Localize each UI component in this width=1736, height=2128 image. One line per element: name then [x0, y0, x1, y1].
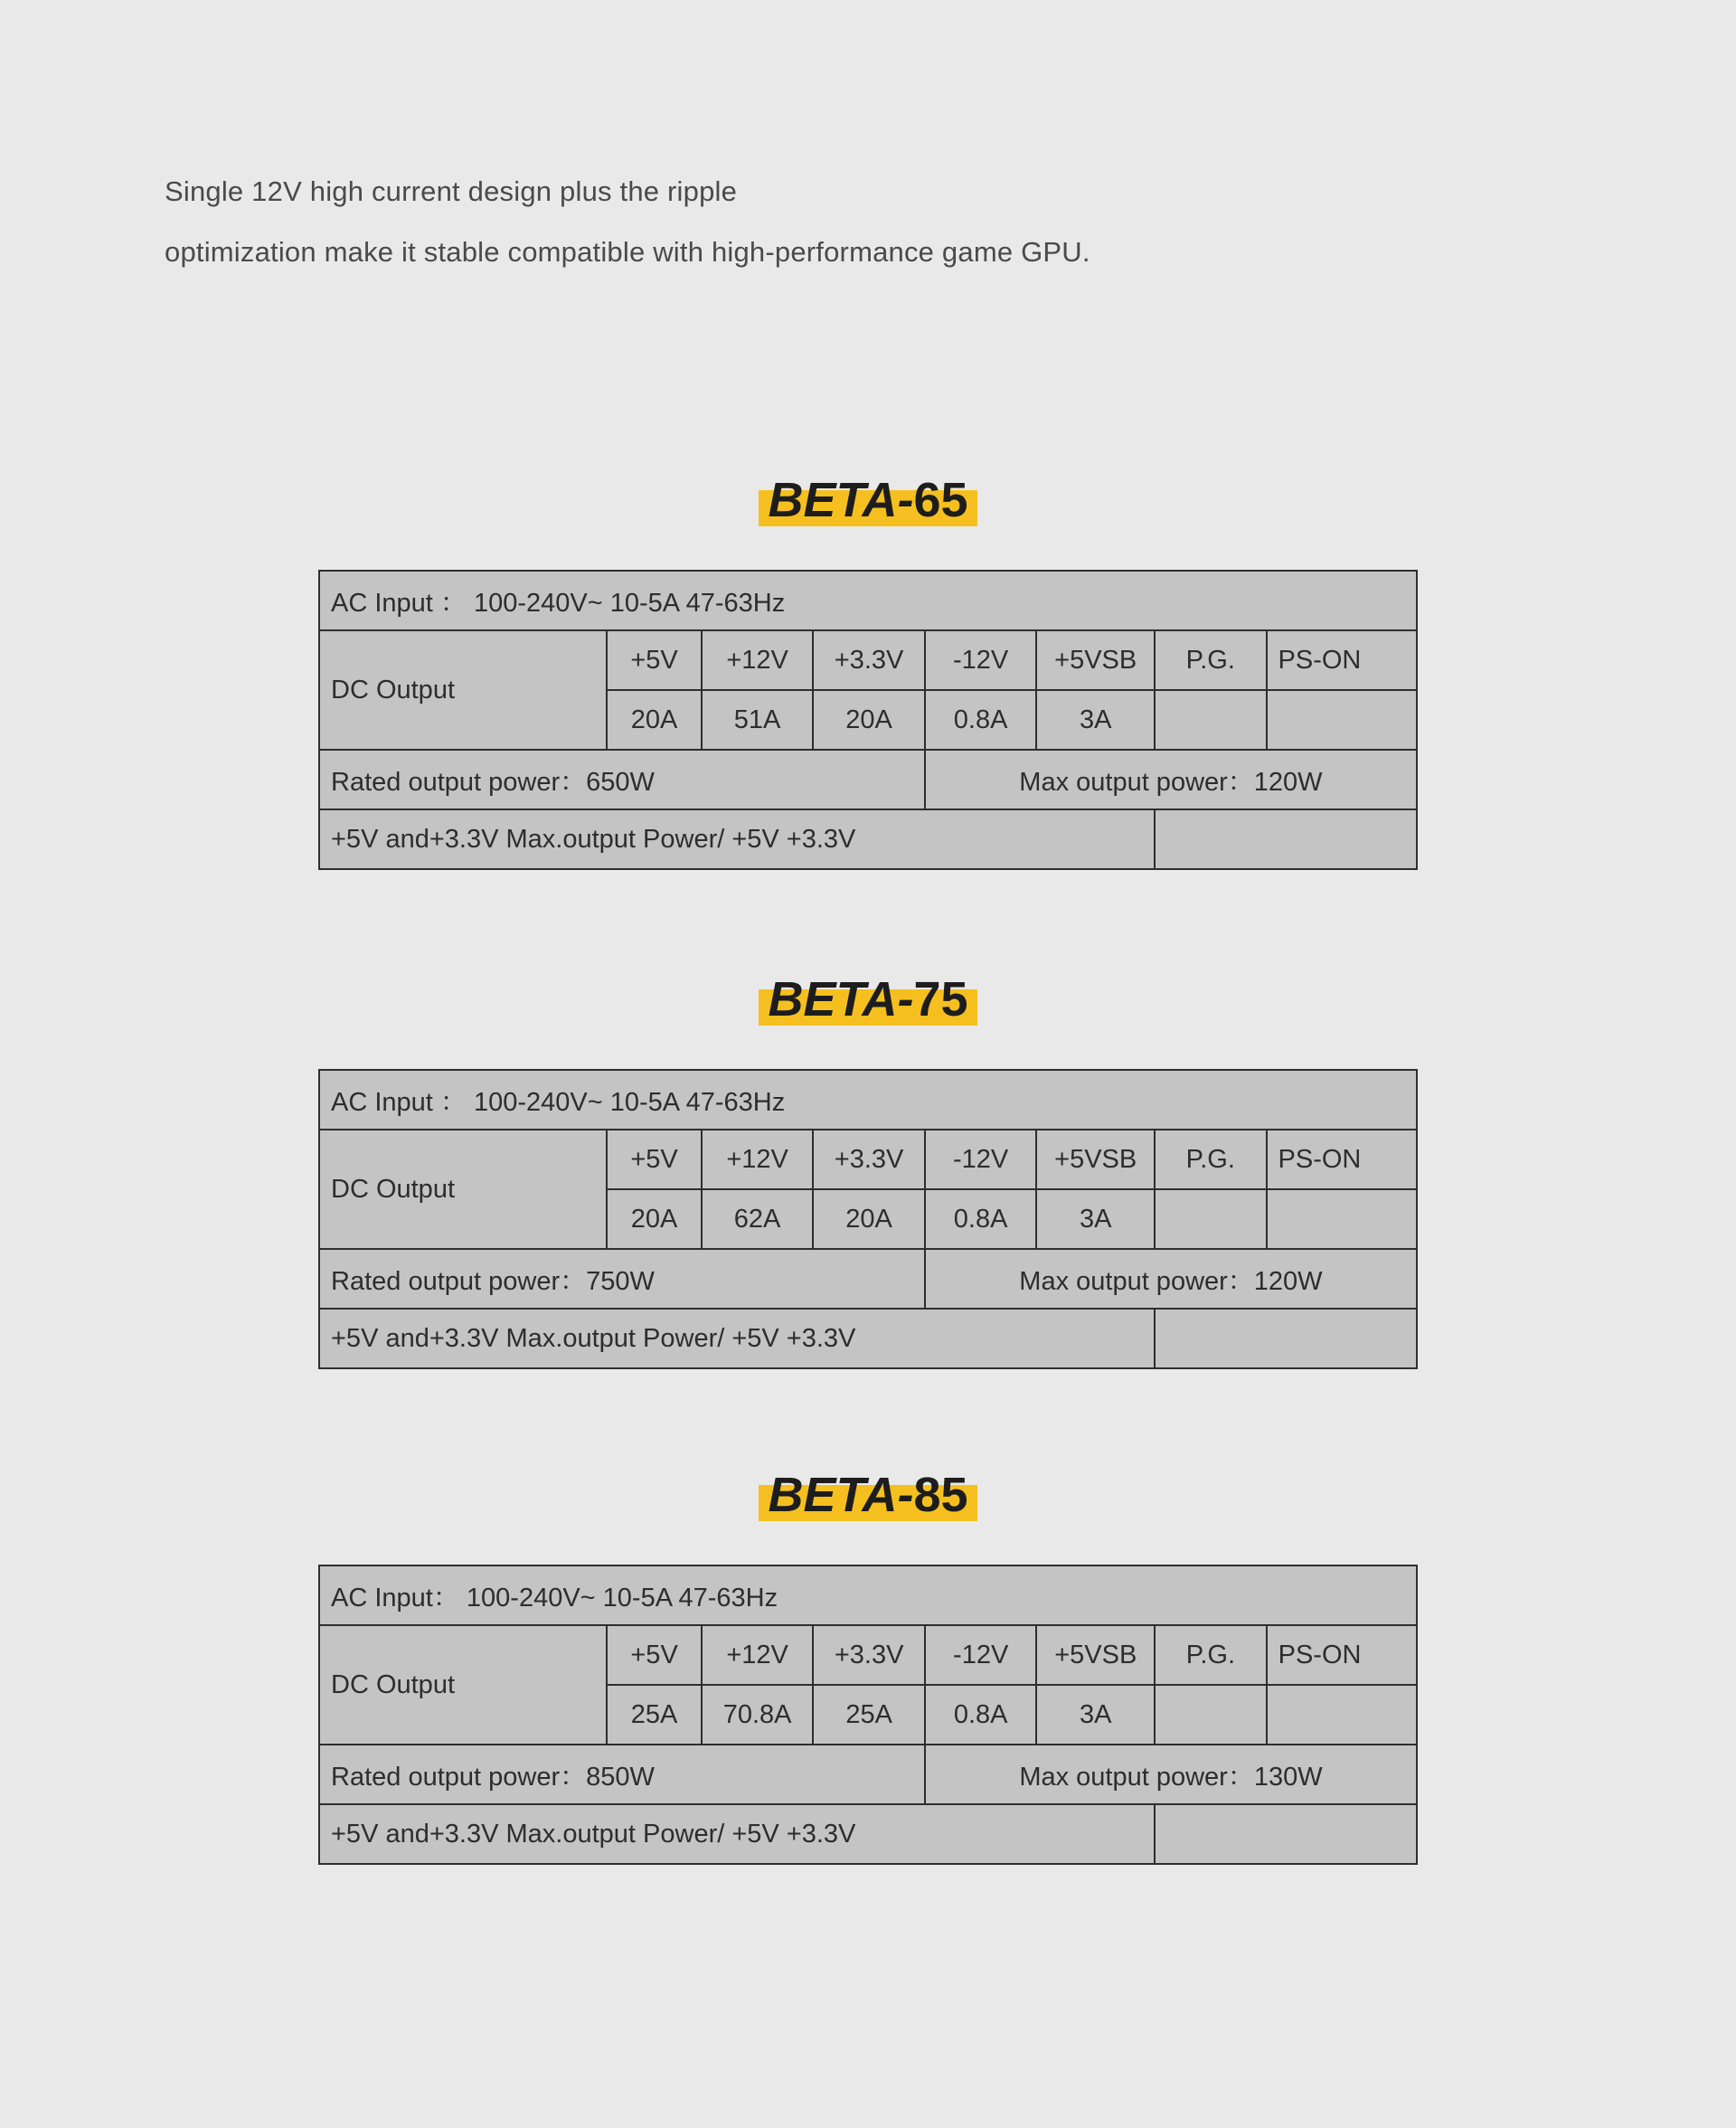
rail-header-cell: +5VSB [1036, 1625, 1155, 1685]
ac-input-label: AC Input ： [331, 588, 467, 618]
max-output-power-cell: Max output power：130W [925, 1745, 1417, 1804]
rail-value-cell: 0.8A [925, 1685, 1037, 1745]
rail-value-cell: 3A [1036, 1685, 1155, 1745]
intro-paragraph [165, 161, 1448, 282]
dc-output-label: DC Output [319, 1130, 607, 1249]
rail-header-cell: PS-ON [1267, 1130, 1417, 1189]
table-row-rail-headers [319, 1625, 1417, 1685]
model-title-wrap-beta-75 [0, 969, 1736, 1056]
ac-input-label: AC Input： [331, 1583, 459, 1613]
dc-output-label: DC Output [319, 630, 607, 750]
rail-value-cell [1155, 1685, 1267, 1745]
model-title-beta-85 [759, 1465, 976, 1528]
max-output-power-cell: Max output power：120W [925, 750, 1417, 809]
spec-block-beta-65 [0, 470, 1736, 870]
model-title-wrap-beta-65 [0, 470, 1736, 557]
rail-value-cell: 25A [607, 1685, 702, 1745]
plus5-3v-note-cell: +5V and+3.3V Max.output Power/ +5V +3.3V [319, 1309, 1155, 1368]
rail-header-cell: +3.3V [813, 630, 925, 690]
title-brand-text: BETA- [768, 473, 914, 527]
ac-input-value: 100-240V~ 10-5A 47-63Hz [473, 1087, 786, 1117]
title-number-text: 65 [913, 473, 968, 527]
rail-header-cell: PS-ON [1267, 630, 1417, 690]
rail-value-cell: 0.8A [925, 1189, 1037, 1249]
rail-header-cell: +3.3V [813, 1625, 925, 1685]
rail-header-cell: +12V [702, 630, 814, 690]
rail-value-cell [1155, 690, 1267, 750]
table-row-power [319, 1745, 1417, 1804]
title-number-text: 85 [913, 1468, 968, 1522]
rail-header-cell: +5V [607, 630, 702, 690]
rail-value-cell: 3A [1036, 1189, 1155, 1249]
max-output-power-cell: Max output power：120W [925, 1249, 1417, 1309]
model-title-wrap-beta-85 [0, 1465, 1736, 1552]
ac-input-cell [319, 571, 1417, 630]
table-row-note [319, 1309, 1417, 1368]
rail-value-cell: 20A [813, 690, 925, 750]
rail-value-cell: 51A [702, 690, 814, 750]
spec-table-wrap-beta-65 [0, 570, 1736, 870]
rated-output-power-cell: Rated output power：850W [319, 1745, 925, 1804]
intro-line-1: Single 12V high current design plus the ripple [165, 175, 738, 207]
rail-value-cell: 70.8A [702, 1685, 814, 1745]
rail-header-cell: +5VSB [1036, 1130, 1155, 1189]
model-title-beta-75 [759, 969, 976, 1033]
table-row-power [319, 750, 1417, 809]
rail-header-cell: P.G. [1155, 1130, 1267, 1189]
rail-value-cell [1155, 1189, 1267, 1249]
table-row-note [319, 809, 1417, 869]
plus5-3v-note-cell: +5V and+3.3V Max.output Power/ +5V +3.3V [319, 1804, 1155, 1864]
title-brand-text: BETA- [768, 1468, 914, 1522]
rail-value-cell [1267, 1685, 1417, 1745]
spec-table-beta-85 [318, 1565, 1418, 1865]
rail-header-cell: -12V [925, 1625, 1037, 1685]
ac-input-label: AC Input ： [331, 1087, 467, 1117]
spec-table-beta-75 [318, 1069, 1418, 1369]
note-blank-cell [1155, 809, 1417, 869]
rail-header-cell: PS-ON [1267, 1625, 1417, 1685]
rail-header-cell: -12V [925, 1130, 1037, 1189]
spec-table-wrap-beta-85 [0, 1565, 1736, 1865]
title-number-text: 75 [913, 972, 968, 1026]
rail-value-cell: 62A [702, 1189, 814, 1249]
table-row-rail-headers [319, 630, 1417, 690]
rail-value-cell [1267, 1189, 1417, 1249]
spec-block-beta-75 [0, 969, 1736, 1369]
spec-block-beta-85 [0, 1465, 1736, 1865]
rated-output-power-cell: Rated output power：650W [319, 750, 925, 809]
rail-header-cell: -12V [925, 630, 1037, 690]
rail-header-cell: P.G. [1155, 1625, 1267, 1685]
table-row-power [319, 1249, 1417, 1309]
rail-value-cell: 20A [813, 1189, 925, 1249]
note-blank-cell [1155, 1804, 1417, 1864]
table-row-ac-input [319, 571, 1417, 630]
table-row-note [319, 1804, 1417, 1864]
note-blank-cell [1155, 1309, 1417, 1368]
rail-header-cell: +12V [702, 1625, 814, 1685]
rail-header-cell: +5V [607, 1625, 702, 1685]
rail-value-cell: 20A [607, 1189, 702, 1249]
rail-header-cell: +5V [607, 1130, 702, 1189]
spec-table-beta-65 [318, 570, 1418, 870]
table-row-ac-input [319, 1565, 1417, 1625]
ac-input-cell [319, 1070, 1417, 1130]
spec-table-wrap-beta-75 [0, 1069, 1736, 1369]
table-row-ac-input [319, 1070, 1417, 1130]
rail-value-cell [1267, 690, 1417, 750]
ac-input-value: 100-240V~ 10-5A 47-63Hz [473, 588, 786, 618]
rated-output-power-cell: Rated output power：750W [319, 1249, 925, 1309]
rail-header-cell: +3.3V [813, 1130, 925, 1189]
rail-header-cell: +5VSB [1036, 630, 1155, 690]
ac-input-cell [319, 1565, 1417, 1625]
rail-value-cell: 0.8A [925, 690, 1037, 750]
ac-input-value: 100-240V~ 10-5A 47-63Hz [466, 1583, 778, 1613]
plus5-3v-note-cell: +5V and+3.3V Max.output Power/ +5V +3.3V [319, 809, 1155, 869]
rail-header-cell: P.G. [1155, 630, 1267, 690]
dc-output-label: DC Output [319, 1625, 607, 1745]
title-brand-text: BETA- [768, 972, 914, 1026]
rail-value-cell: 25A [813, 1685, 925, 1745]
rail-value-cell: 3A [1036, 690, 1155, 750]
rail-header-cell: +12V [702, 1130, 814, 1189]
rail-value-cell: 20A [607, 690, 702, 750]
intro-line-2: optimization make it stable compatible with high-performance game GPU. [165, 236, 1090, 268]
table-row-rail-headers [319, 1130, 1417, 1189]
model-title-beta-65 [759, 470, 976, 534]
